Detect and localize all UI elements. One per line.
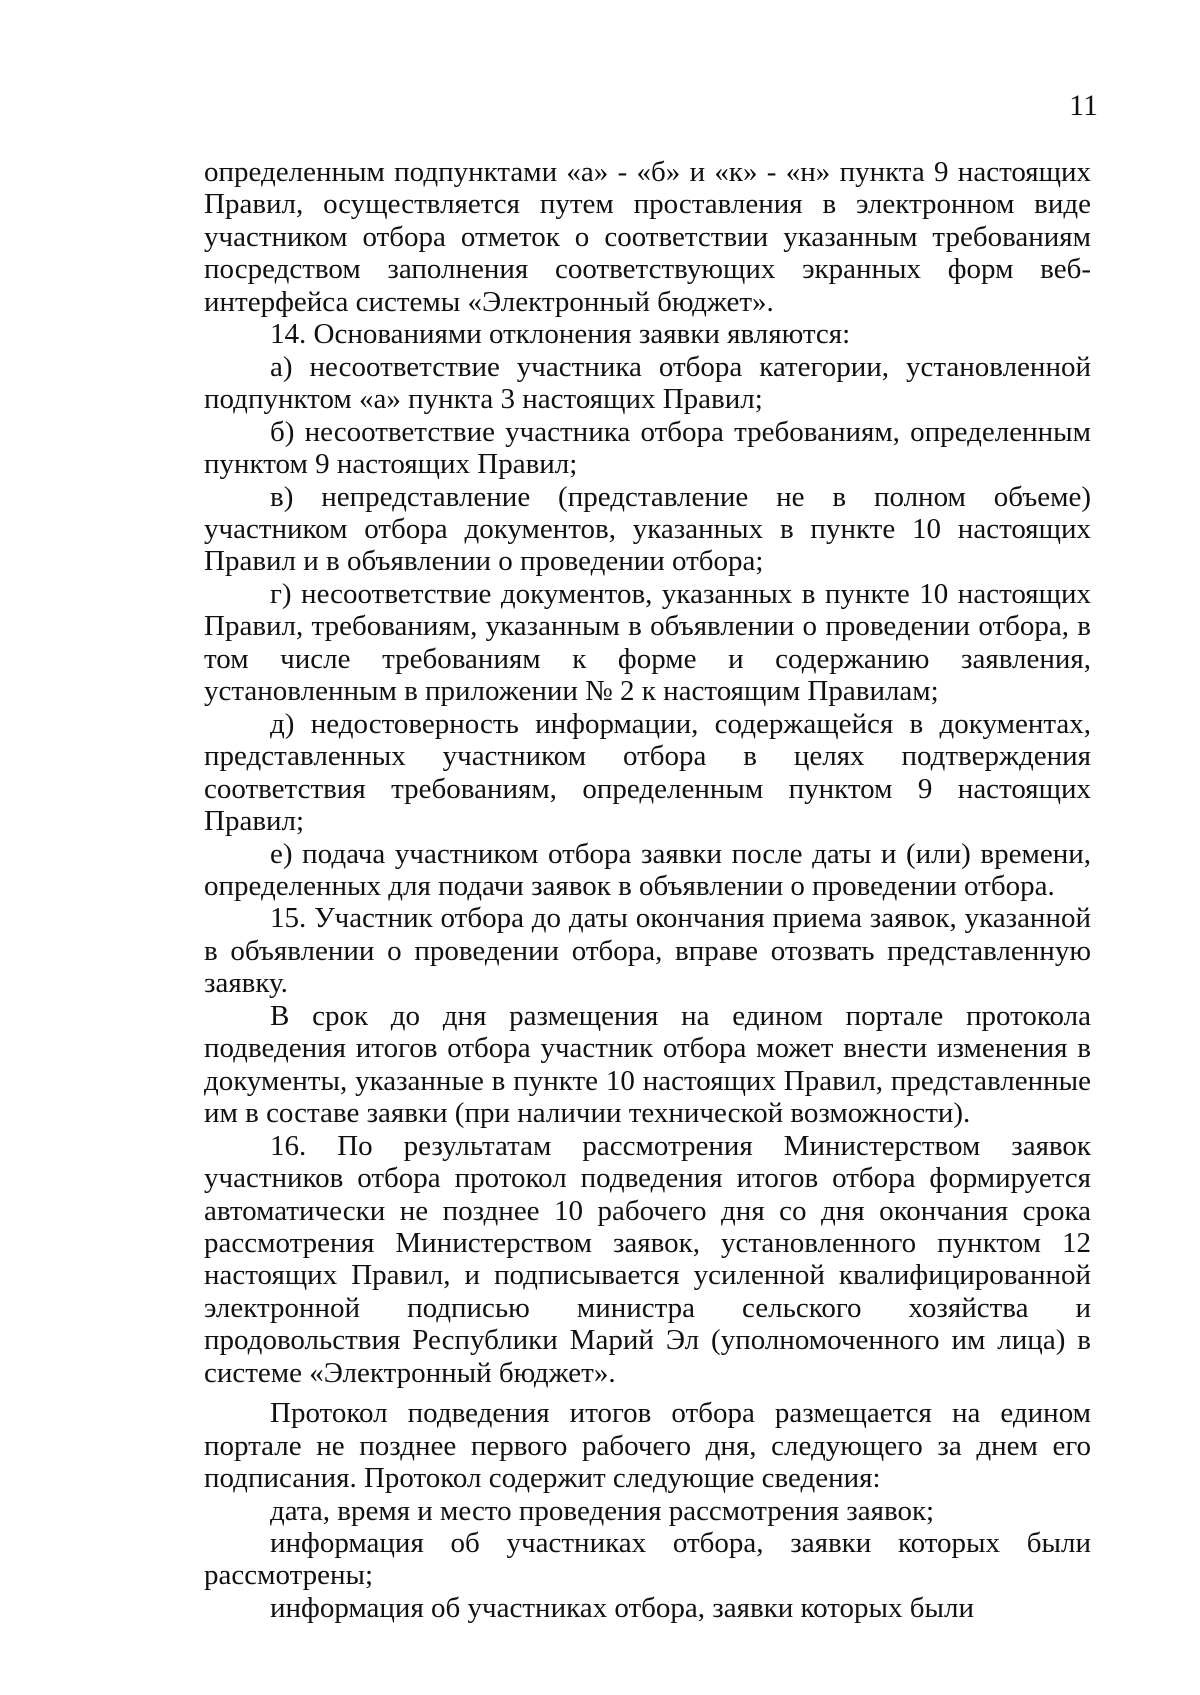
paragraph-clause-14: 14. Основаниями отклонения заявки являются: <box>270 318 851 351</box>
paragraph: Протокол подведения итогов отбора размещается на едином портале не позднее первого рабочего дня, следующего за днем его подписания. Протокол содержит следующие сведения: <box>204 1397 1091 1495</box>
paragraph: дата, время и место проведения рассмотрения заявок; <box>270 1494 935 1527</box>
paragraph: определенным подпунктами «а» - «б» и «к» - «н» пункта 9 настоящих Правил, осуществляется путем проставления в электронном виде участником отбора отметок о соответствии указанным требованиям посредством заполнения соответствующих экранных форм веб-интерфейса системы «Электронный бюджет». <box>204 156 1091 318</box>
page-number: 11 <box>1069 89 1098 122</box>
paragraph-item-e: е) подача участником отбора заявки после даты и (или) времени, определенных для подачи заявок в объявлении о проведении отбора. <box>204 837 1091 902</box>
paragraph: информация об участниках отбора, заявки которых были рассмотрены; <box>204 1527 1091 1592</box>
paragraph-item-v: в) непредставление (представление не в полном объеме) участником отбора документов, указанных в пункте 10 настоящих Правил и в объявлении о проведении отбора; <box>204 480 1091 578</box>
paragraph-item-a: а) несоответствие участника отбора категории, установленной подпунктом «а» пункта 3 настоящих Правил; <box>204 350 1091 416</box>
paragraph-clause-16: 16. По результатам рассмотрения Министерством заявок участников отбора протокол подведения итогов отбора формируется автоматически не позднее 10 рабочего дня со дня окончания срока рассмотрения Министерством заявок, установленного пунктом 12 настоящих Правил, и подписывается усиленной квалифицированной электронной подписью министра сельского хозяйства и продовольствия Республики Марий Эл (уполномоченного им лица) в системе «Электронный бюджет». <box>204 1129 1091 1389</box>
paragraph-item-d: д) недостоверность информации, содержащейся в документах, представленных участником отбора в целях подтверждения соответствия требованиям, определенным пунктом 9 настоящих Правил; <box>204 707 1091 838</box>
paragraph: В срок до дня размещения на едином портале протокола подведения итогов отбора участник отбора может внести изменения в документы, указанные в пункте 10 настоящих Правил, представленные им в составе заявки (при наличии технической возможности). <box>204 999 1091 1130</box>
paragraph-item-b: б) несоответствие участника отбора требованиям, определенным пунктом 9 настоящих Правил; <box>204 415 1091 481</box>
paragraph: информация об участниках отбора, заявки которых были <box>270 1591 974 1624</box>
paragraph-clause-15: 15. Участник отбора до даты окончания приема заявок, указанной в объявлении о проведении отбора, вправе отозвать представленную заявку. <box>204 902 1091 1000</box>
document-body <box>204 156 1091 1624</box>
paragraph-item-g: г) несоответствие документов, указанных в пункте 10 настоящих Правил, требованиям, указанным в объявлении о проведении отбора, в том числе требованиям к форме и содержанию заявления, установленным в приложении № 2 к настоящим Правилам; <box>204 577 1091 708</box>
